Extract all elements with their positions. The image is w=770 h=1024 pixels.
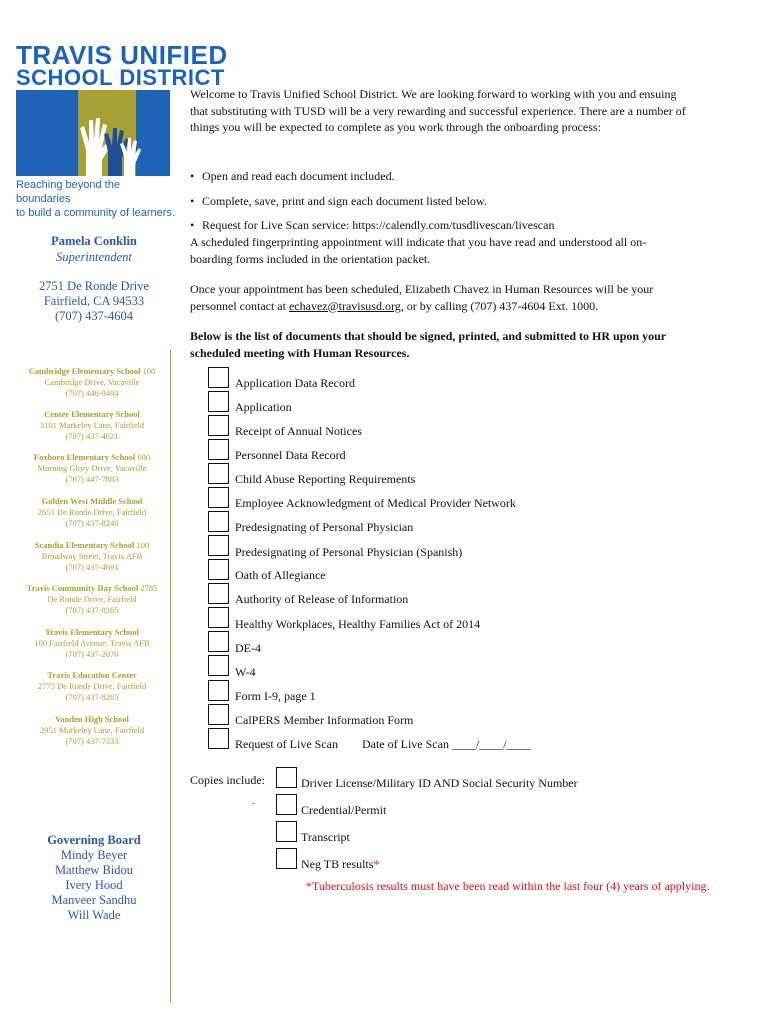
appointment-text: , or by calling (707) 437-4604 Ext. 1000. [400,298,599,313]
document-label: Form I-9, page 1 [235,689,316,703]
document-checkbox[interactable] [208,535,229,556]
school-entry [8,714,176,747]
copy-checkbox[interactable] [276,794,297,815]
copy-label: Credential/Permit [301,803,387,817]
bullet-icon: • [190,169,195,183]
school-phone: (707) 437-8265 [65,605,119,615]
copy-checkbox[interactable] [276,767,297,788]
asterisk-marker: * [373,857,380,871]
school-name: Cambridge Elementary School [28,366,141,376]
document-label: Application Data Record [235,376,355,390]
logo-tagline [16,178,176,220]
school-address-start: 100 [136,540,150,550]
school-entry [8,583,176,616]
school-address: 2775 De Ronde Drive, Fairfield [37,681,147,691]
superintendent-name: Pamela Conklin [51,234,137,248]
copy-label-text: Neg TB results [301,857,374,871]
document-checkbox[interactable] [208,439,229,460]
school-address: 3101 Markeley Lane, Fairfield [39,420,145,430]
school-phone: (707) 437-4691 [65,562,119,572]
document-checkbox[interactable] [208,415,229,436]
governing-board-title: Governing Board [47,833,141,847]
bullet-item [190,218,554,233]
board-member: Matthew Bidou [54,863,134,877]
school-phone: (707) 437-4621 [65,431,119,441]
school-phone: (707) 437-8265 [65,692,119,702]
school-phone: (707) 437-7333 [65,736,119,746]
hr-email-link[interactable]: echavez@travisusd.org [288,298,401,313]
copy-label [301,857,379,872]
school-phone: (707) 446-9494 [65,388,119,398]
document-checkbox[interactable] [208,463,229,484]
copy-checkbox[interactable] [276,848,297,869]
copy-checkbox[interactable] [276,821,297,842]
school-address: 2651 De Ronde Drive, Fairfield [37,507,147,517]
bullet-icon: • [190,194,195,208]
document-label: Healthy Workplaces, Healthy Families Act of 2014 [235,617,481,631]
school-phone: (707) 437-8240 [65,518,119,528]
intro-paragraph [190,86,686,136]
livescan-note-line: A scheduled fingerprinting appointment will indicate that you have read and understood all on- [190,235,647,249]
tagline-line-2: to build a community of learners. [16,207,175,219]
school-name: Vanden High School [55,714,129,724]
school-entry [8,540,176,573]
school-name: Foxboro Elementary School [33,452,136,462]
appointment-paragraph [190,281,653,314]
school-phone: (707) 437-2070 [65,649,119,659]
school-entry [8,627,176,660]
appointment-line: Once your appointment has been scheduled, Elizabeth Chavez in Human Resources will be your [190,282,654,296]
bullet-text: Open and read each document included. [202,169,395,183]
board-member: Will Wade [67,908,121,922]
school-address: 2951 Markeley Lane, Fairfield [39,725,145,735]
board-member: Ivery Hood [65,878,123,892]
document-label: Receipt of Annual Notices [235,424,362,438]
document-checkbox[interactable] [208,583,229,604]
superintendent-title: Superintendent [56,250,132,264]
intro-line: Welcome to Travis Unified School District. We are looking forward to working with you and ensuing [190,87,677,101]
document-checkbox[interactable] [208,487,229,508]
documents-heading [190,328,666,361]
school-name: Scandia Elementary School [34,540,135,550]
document-checkbox[interactable] [208,559,229,580]
livescan-note [190,234,646,267]
school-address: De Ronde Drive, Fairfield [47,594,137,604]
livescan-note-line: boarding forms included in the orientation packet. [190,251,431,266]
copies-label: Copies include: [190,773,265,787]
bullet-text: Request for Live Scan service: https://calendly.com/tusdlivescan/livescan [202,218,555,232]
logo-title-line1: TRAVIS UNIFIED [16,40,228,70]
document-label: Employee Acknowledgment of Medical Provider Network [235,496,516,510]
document-label: CalPERS Member Information Form [235,713,414,727]
school-address: Morning Glory Drive, Vacaville [37,463,147,473]
intro-line: that substituting with TUSD will be a very rewarding and successful experience. There are a number of [190,103,686,118]
address-street: 2751 De Ronde Drive [38,279,150,293]
school-address: Broadway Street, Travis AFB [41,551,143,561]
documents-heading-line: scheduled meeting with Human Resources. [190,345,410,360]
school-address-start: 2785 [140,583,158,593]
logo-title-line2: SCHOOL DISTRICT [16,65,225,90]
school-name: Golden West Middle School [41,496,143,506]
document-label: Request of Live Scan Date of Live Scan ____/____/____ [235,737,531,751]
school-name: Travis Elementary School [45,627,139,637]
school-name: Center Elementary School [44,409,140,419]
document-label: Oath of Allegiance [235,568,326,582]
document-label: W-4 [235,665,256,679]
address-city: Fairfield, CA 94533 [43,294,145,308]
document-checkbox[interactable] [208,367,229,388]
document-checkbox[interactable] [208,607,229,628]
school-address: Cambridge Drive, Vacaville [44,377,140,387]
school-name: Travis Community Day School [26,583,139,593]
document-label: DE-4 [235,641,261,655]
governing-board [20,833,168,923]
document-checkbox[interactable] [208,391,229,412]
board-member: Mindy Beyer [60,848,128,862]
document-label: Predesignating of Personal Physician (Spanish) [235,545,463,559]
tb-note: *Tuberculosis results must have been read within the last four (4) years of applying. [306,879,710,893]
district-address [14,279,174,324]
document-label: Personnel Data Record [235,448,346,462]
school-entry [8,366,176,399]
school-entry [8,452,176,485]
bullet-icon: • [190,218,195,232]
appointment-text: personnel contact at [190,298,289,313]
document-checkbox[interactable] [208,655,229,676]
documents-heading-line: Below is the list of documents that should be signed, printed, and submitted to HR upon your [190,329,667,343]
document-checkbox[interactable] [208,631,229,652]
document-checkbox[interactable] [208,728,229,749]
copies-dot: . [252,796,255,807]
school-address-start: 600 [137,452,151,462]
document-checkbox[interactable] [208,680,229,701]
bullet-item [190,194,487,209]
document-checkbox[interactable] [208,704,229,725]
copy-label: Driver License/Military ID AND Social Security Number [301,776,578,790]
school-address: 100 Fairfield Avenue, Travis AFB [34,638,150,648]
document-checkbox[interactable] [208,511,229,532]
tagline-line-1: Reaching beyond the boundaries [16,179,120,205]
intro-line: things you will be expected to complete as you work through the onboarding process: [190,120,601,134]
school-phone: (707) 447-7883 [65,474,119,484]
school-entry [8,670,176,703]
school-address-start: 100 [142,366,156,376]
document-label: Authority of Release of Information [235,592,409,606]
bullet-text: Complete, save, print and sign each document listed below. [202,194,487,208]
document-label: Application [235,400,292,414]
school-name: Travis Education Center [47,670,137,680]
school-entry [8,496,176,529]
document-label: Child Abuse Reporting Requirements [235,472,416,486]
address-phone: (707) 437-4604 [54,309,134,323]
school-entry [8,409,176,442]
bullet-item [190,169,395,184]
logo-hands-graphic [16,90,170,176]
board-member: Manveer Sandhu [51,893,137,907]
copy-label: Transcript [301,830,350,844]
document-label: Predesignating of Personal Physician [235,520,414,534]
